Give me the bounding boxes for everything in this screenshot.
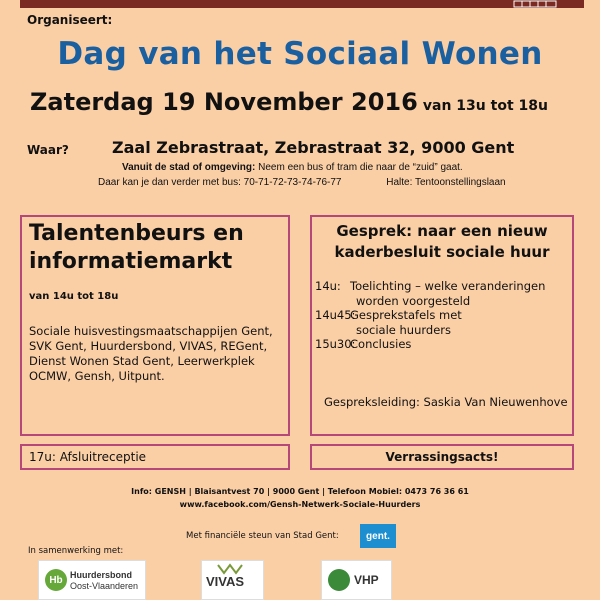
event-date-line — [30, 88, 548, 116]
talentenbeurs-title — [29, 220, 244, 276]
gesprek-title-line1: Gesprek: naar een nieuw — [336, 222, 548, 240]
vivas-name: VIVAS — [206, 574, 245, 589]
talentenbeurs-title-line1: Talentenbeurs en — [29, 221, 244, 246]
talentenbeurs-participants: Sociale huisvestingsmaatschappijen Gent, SVK Gent, Huurdersbond, VIVAS, REGent, Dienst Wonen Stad Gent, Leerwerkplek OCMW, Gensh, Uitpunt. — [29, 324, 273, 383]
schedule-text-cont: sociale huurders — [356, 322, 452, 337]
schedule-time: 14u45: — [315, 308, 356, 322]
contact-info: Info: GENSH | Blaisantvest 70 | 9000 Gent | Telefoon Mobiel: 0473 76 36 61 — [131, 487, 469, 496]
venue-address: Zaal Zebrastraat, Zebrastraat 32, 9000 Gent — [112, 138, 515, 157]
verrassingsacts-text: Verrassingsacts! — [385, 450, 499, 464]
afsluitreceptie-text: 17u: Afsluitreceptie — [29, 450, 147, 464]
vivas-logo — [201, 560, 264, 600]
gesprek-title — [312, 221, 572, 263]
bus-text: Daar kan je dan verder met bus: 70-71-72-73-74-76-77 — [98, 177, 342, 188]
huurdersbond-mark-icon: Hb — [45, 569, 67, 591]
schedule-row — [315, 337, 545, 352]
schedule-text — [350, 337, 411, 352]
directions-text: Neem een bus of tram die naar de “zuid” gaat. — [258, 162, 463, 173]
schedule-text-main: Conclusies — [350, 337, 412, 351]
schedule-time: 14u: — [315, 279, 341, 293]
vhp-logo — [321, 560, 392, 600]
talentenbeurs-box — [20, 215, 290, 436]
huurdersbond-logo — [38, 560, 146, 600]
sponsor-text: Met financiële steun van Stad Gent: — [186, 531, 339, 541]
stad-gent-logo: gent. — [360, 524, 396, 548]
talentenbeurs-title-line2: informatiemarkt — [29, 249, 233, 274]
directions-bold: Vanuit de stad of omgeving: — [122, 162, 256, 173]
page-title: Dag van het Sociaal Wonen — [57, 36, 543, 72]
facebook-link[interactable]: www.facebook.com/Gensh-Netwerk-Sociale-Huurders — [179, 500, 421, 509]
top-banner-bar — [20, 0, 584, 8]
organiseert-label: Organiseert: — [27, 13, 113, 27]
event-time: van 13u tot 18u — [422, 98, 548, 114]
gesprek-box — [310, 215, 574, 436]
schedule-time: 15u30: — [315, 337, 356, 351]
vhp-mark-icon — [328, 569, 350, 591]
halte-text: Halte: Tentoonstellingslaan — [386, 177, 506, 188]
schedule-text — [350, 308, 462, 337]
schedule-row — [315, 308, 545, 337]
schedule-row — [315, 279, 545, 308]
directions-line — [122, 162, 463, 173]
gesprek-title-line2: kaderbesluit sociale huur — [334, 243, 550, 261]
verrassingsacts-box — [310, 444, 574, 470]
vhp-name: VHP — [354, 573, 379, 587]
bus-line — [98, 177, 506, 188]
schedule-text-main: Toelichting – welke veranderingen — [350, 279, 546, 293]
schedule-text — [350, 279, 545, 308]
schedule-text-main: Gesprekstafels met — [350, 308, 462, 322]
location-label: Waar? — [27, 143, 69, 157]
huurdersbond-name: Huurdersbond — [70, 570, 132, 580]
event-date: Zaterdag 19 November 2016 — [30, 88, 418, 116]
talentenbeurs-time: van 14u tot 18u — [29, 291, 119, 302]
building-icon — [510, 0, 560, 8]
gesprek-schedule — [315, 279, 545, 352]
schedule-text-cont: worden voorgesteld — [356, 293, 471, 308]
gespreksleiding: Gespreksleiding: Saskia Van Nieuwenhove — [324, 395, 568, 409]
huurdersbond-region: Oost-Vlaanderen — [70, 581, 139, 591]
afsluitreceptie-box — [20, 444, 290, 470]
partners-label: In samenwerking met: — [28, 546, 124, 556]
